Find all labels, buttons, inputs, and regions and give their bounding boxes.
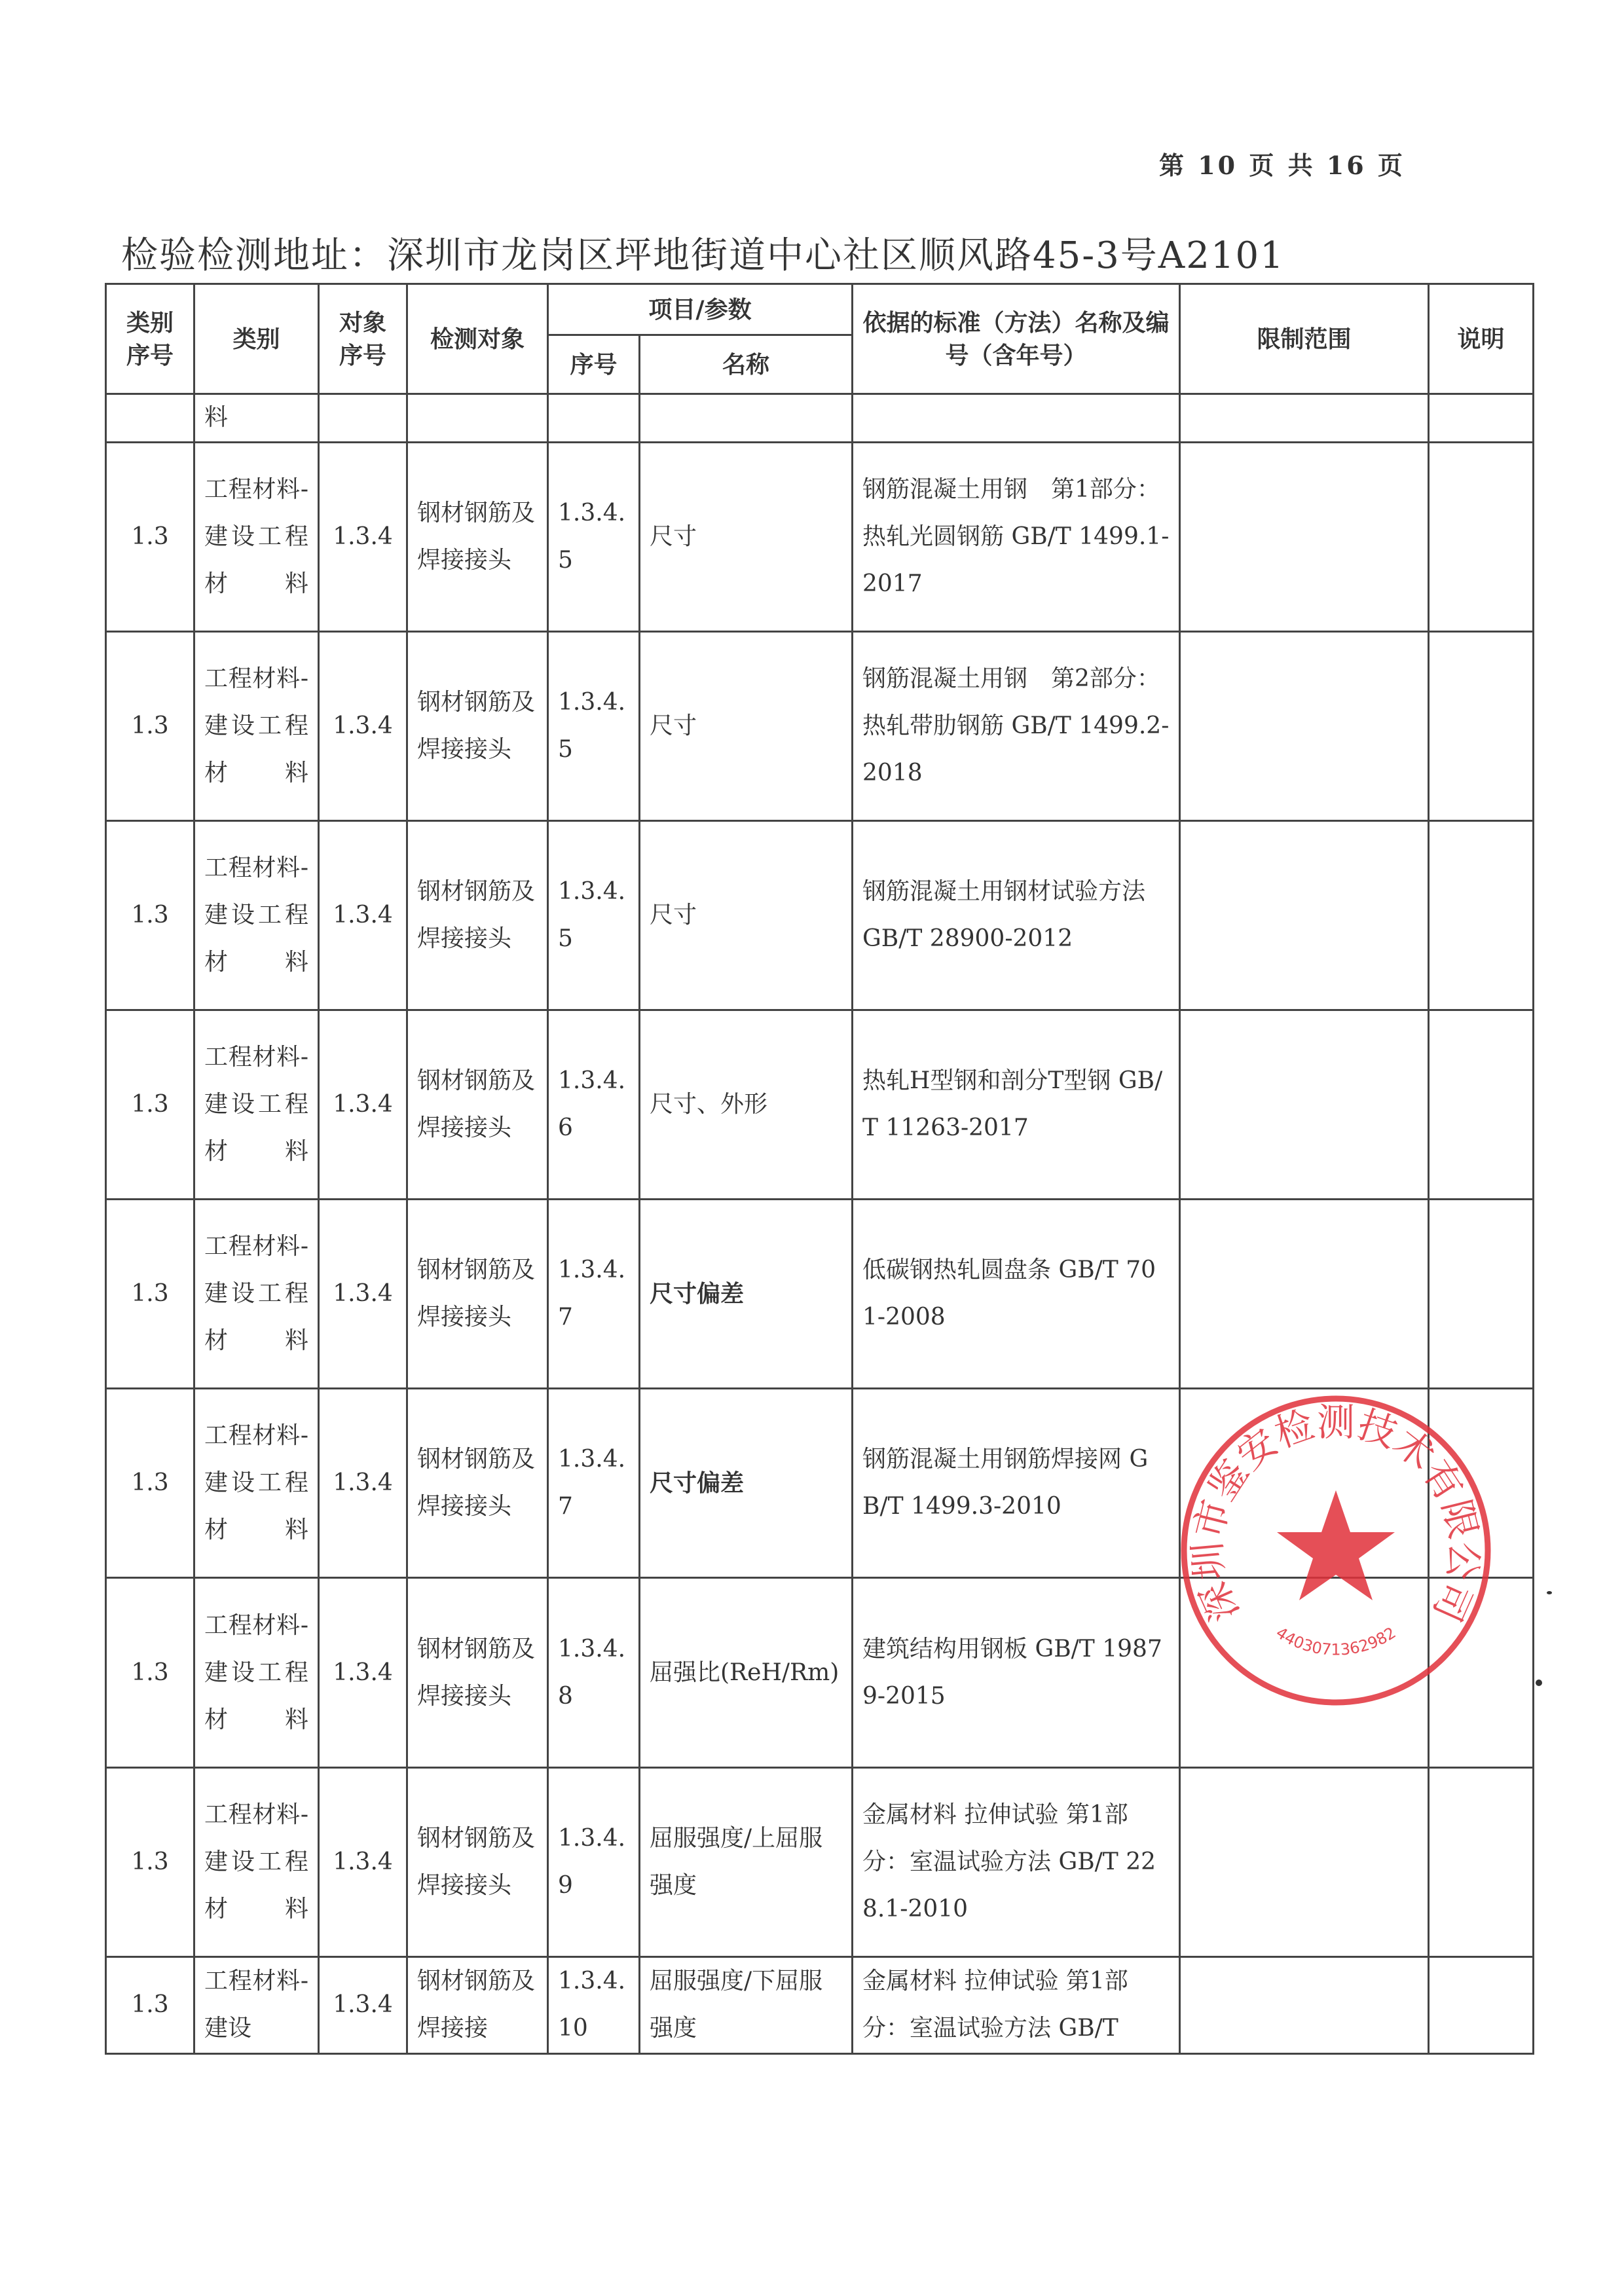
standard-cell: 金属材料 拉伸试验 第1部分：室温试验方法 GB/T xyxy=(853,1956,1180,2053)
cat-no-cell: 1.3 xyxy=(106,1389,194,1578)
standard-cell: 建筑结构用钢板 GB/T 19879-2015 xyxy=(853,1578,1180,1767)
seal-code: 4403071362982 xyxy=(1272,1623,1399,1659)
header-item-no: 序号 xyxy=(548,335,640,394)
object-cell: 钢材钢筋及焊接接 xyxy=(407,1956,548,2053)
limit-cell xyxy=(1180,1956,1429,2053)
object-cell: 钢材钢筋及焊接接头 xyxy=(407,1010,548,1200)
lab-address: 检验检测地址：深圳市龙岗区坪地街道中心社区顺风路45-3号A2101 xyxy=(121,234,1285,277)
cat-no-cell: 1.3 xyxy=(106,1010,194,1200)
object-cell: 钢材钢筋及焊接接头 xyxy=(407,442,548,631)
obj-no-cell: 1.3.4 xyxy=(319,1389,407,1578)
header-limit: 限制范围 xyxy=(1180,284,1429,394)
table-row xyxy=(106,631,1534,820)
cat-no-cell: 1.3 xyxy=(106,631,194,820)
category-cell: 工程材料-建设工程材料 xyxy=(194,1200,319,1389)
limit-cell xyxy=(1180,1767,1429,1956)
category-cell: 工程材料-建设工程材料 xyxy=(194,1389,319,1578)
table-row xyxy=(106,820,1534,1010)
standard-cell: 热轧H型钢和剖分T型钢 GB/T 11263-2017 xyxy=(853,1010,1180,1200)
item-no-cell: 1.3.4.7 xyxy=(548,1389,640,1578)
category-cell: 工程材料-建设 xyxy=(194,1956,319,2053)
cat-no-cell: 1.3 xyxy=(106,1200,194,1389)
item-no-cell: 1.3.4.7 xyxy=(548,1200,640,1389)
table-row xyxy=(106,1200,1534,1389)
category-cell: 工程材料-建设工程材料 xyxy=(194,820,319,1010)
object-cell: 钢材钢筋及焊接接头 xyxy=(407,1389,548,1578)
standard-cell: 低碳钢热轧圆盘条 GB/T 701-2008 xyxy=(853,1200,1180,1389)
accreditation-table xyxy=(105,283,1534,2055)
item-name-cell: 尺寸偏差 xyxy=(640,1200,853,1389)
category-cell: 工程材料-建设工程材料 xyxy=(194,1767,319,1956)
seal-text: 深圳市鉴安检测技术有限公司 xyxy=(1185,1399,1487,1628)
obj-no-cell: 1.3.4 xyxy=(319,820,407,1010)
object-cell: 钢材钢筋及焊接接头 xyxy=(407,1578,548,1767)
obj-no-cell: 1.3.4 xyxy=(319,1578,407,1767)
obj-no-cell: 1.3.4 xyxy=(319,1767,407,1956)
item-no-cell: 1.3.4.5 xyxy=(548,820,640,1010)
scan-mark xyxy=(1547,1591,1552,1594)
item-no-cell: 1.3.4.5 xyxy=(548,442,640,631)
cat-no-cell: 1.3 xyxy=(106,442,194,631)
category-cell: 工程材料-建设工程材料 xyxy=(194,1578,319,1767)
item-name-cell: 尺寸 xyxy=(640,631,853,820)
limit-cell xyxy=(1180,1200,1429,1389)
seal-star-icon xyxy=(1277,1490,1395,1600)
cat-no-cell: 1.3 xyxy=(106,820,194,1010)
limit-cell xyxy=(1180,442,1429,631)
item-name-cell: 屈服强度/上屈服强度 xyxy=(640,1767,853,1956)
table-row-stub xyxy=(106,394,1534,443)
item-no-cell: 1.3.4.6 xyxy=(548,1010,640,1200)
header-item-param: 项目/参数 xyxy=(548,284,853,335)
header-item-name: 名称 xyxy=(640,335,853,394)
item-name-cell: 尺寸、外形 xyxy=(640,1010,853,1200)
item-name-cell: 屈服强度/下屈服强度 xyxy=(640,1956,853,2053)
item-no-cell: 1.3.4.5 xyxy=(548,631,640,820)
obj-no-cell: 1.3.4 xyxy=(319,1010,407,1200)
item-no-cell: 1.3.4.9 xyxy=(548,1767,640,1956)
note-cell xyxy=(1429,1956,1534,2053)
object-cell: 钢材钢筋及焊接接头 xyxy=(407,820,548,1010)
category-cell: 工程材料-建设工程材料 xyxy=(194,442,319,631)
category-cell: 工程材料-建设工程材料 xyxy=(194,631,319,820)
note-cell xyxy=(1429,1200,1534,1389)
obj-no-cell: 1.3.4 xyxy=(319,1200,407,1389)
item-name-cell: 屈强比(ReH/Rm) xyxy=(640,1578,853,1767)
standard-cell: 钢筋混凝土用钢材试验方法 GB/T 28900-2012 xyxy=(853,820,1180,1010)
table-row xyxy=(106,1010,1534,1200)
page-number: 第 10 页 共 16 页 xyxy=(1159,151,1405,180)
header-obj-no: 对象序号 xyxy=(319,284,407,394)
obj-no-cell: 1.3.4 xyxy=(319,631,407,820)
standard-cell: 金属材料 拉伸试验 第1部分：室温试验方法 GB/T 228.1-2010 xyxy=(853,1767,1180,1956)
company-seal xyxy=(1172,1387,1500,1714)
header-category: 类别 xyxy=(194,284,319,394)
cat-no-cell: 1.3 xyxy=(106,1767,194,1956)
category-stub: 料 xyxy=(194,394,319,443)
limit-cell xyxy=(1180,631,1429,820)
object-cell: 钢材钢筋及焊接接头 xyxy=(407,1767,548,1956)
header-note: 说明 xyxy=(1429,284,1534,394)
header-object: 检测对象 xyxy=(407,284,548,394)
note-cell xyxy=(1429,820,1534,1010)
object-cell: 钢材钢筋及焊接接头 xyxy=(407,631,548,820)
header-cat-no: 类别序号 xyxy=(106,284,194,394)
standard-cell: 钢筋混凝土用钢 第1部分：热轧光圆钢筋 GB/T 1499.1-2017 xyxy=(853,442,1180,631)
table-row xyxy=(106,442,1534,631)
item-name-cell: 尺寸 xyxy=(640,442,853,631)
note-cell xyxy=(1429,1767,1534,1956)
scan-mark xyxy=(1536,1680,1542,1686)
note-cell xyxy=(1429,442,1534,631)
table-row xyxy=(106,1767,1534,1956)
obj-no-cell: 1.3.4 xyxy=(319,1956,407,2053)
item-name-cell: 尺寸 xyxy=(640,820,853,1010)
note-cell xyxy=(1429,1010,1534,1200)
limit-cell xyxy=(1180,820,1429,1010)
note-cell xyxy=(1429,631,1534,820)
item-no-cell: 1.3.4.8 xyxy=(548,1578,640,1767)
table-row xyxy=(106,1956,1534,2053)
cat-no-cell: 1.3 xyxy=(106,1956,194,2053)
limit-cell xyxy=(1180,1010,1429,1200)
standard-cell: 钢筋混凝土用钢筋焊接网 GB/T 1499.3-2010 xyxy=(853,1389,1180,1578)
item-no-cell: 1.3.4.10 xyxy=(548,1956,640,2053)
object-cell: 钢材钢筋及焊接接头 xyxy=(407,1200,548,1389)
standard-cell: 钢筋混凝土用钢 第2部分：热轧带肋钢筋 GB/T 1499.2-2018 xyxy=(853,631,1180,820)
obj-no-cell: 1.3.4 xyxy=(319,442,407,631)
item-name-cell: 尺寸偏差 xyxy=(640,1389,853,1578)
header-standard: 依据的标准（方法）名称及编号（含年号） xyxy=(853,284,1180,394)
category-cell: 工程材料-建设工程材料 xyxy=(194,1010,319,1200)
cat-no-cell: 1.3 xyxy=(106,1578,194,1767)
